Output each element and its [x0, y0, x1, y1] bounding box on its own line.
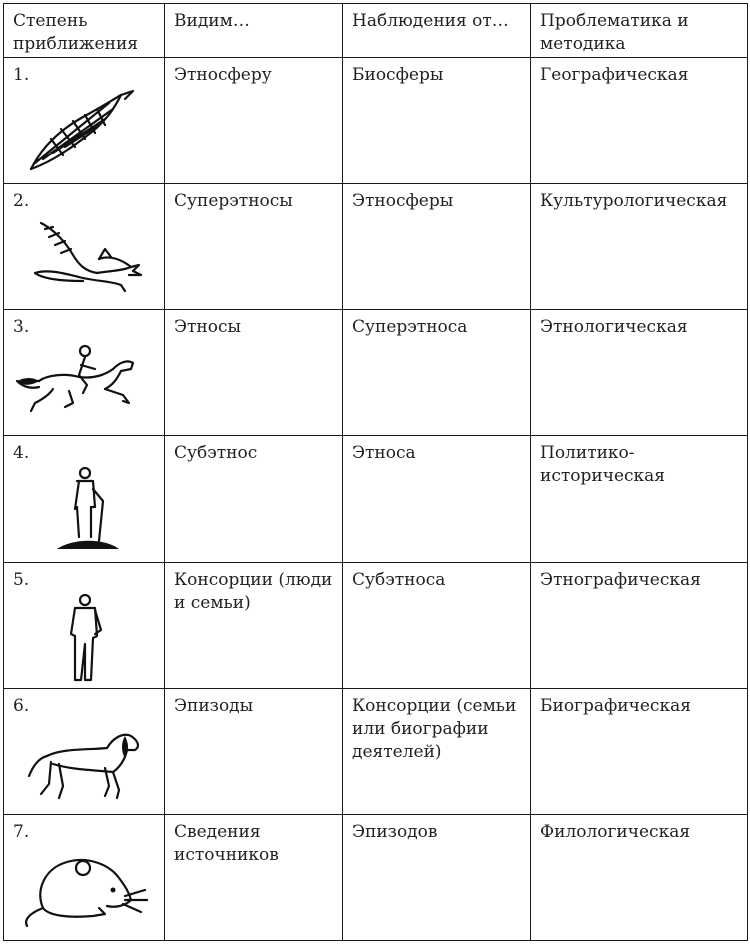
bird-icon [13, 215, 153, 295]
header-method: Проблематика и методика [531, 4, 748, 58]
see-cell: Эпизоды [165, 688, 343, 814]
dog-icon [13, 720, 153, 806]
horse-rider-icon [13, 341, 153, 421]
table-row [4, 58, 748, 184]
row-number: 7. [13, 821, 30, 842]
row-number: 2. [13, 191, 30, 212]
from-cell: Этносферы [343, 184, 531, 310]
table-row [4, 688, 748, 814]
from-cell: Суперэтноса [343, 310, 531, 436]
degree-cell [4, 562, 165, 688]
see-cell: Субэтнос [165, 436, 343, 562]
row-number: 3. [13, 317, 30, 338]
see-cell: Суперэтносы [165, 184, 343, 310]
man-on-hill-icon [13, 467, 153, 551]
approximation-table [3, 3, 748, 941]
from-cell: Консорции (семьи или биографии деятелей) [343, 688, 531, 814]
degree-cell [4, 310, 165, 436]
method-cell: Филологическая [531, 814, 748, 940]
method-cell: Этнографическая [531, 562, 748, 688]
from-cell: Этноса [343, 436, 531, 562]
see-cell: Этносферу [165, 58, 343, 184]
row-number: 1. [13, 65, 30, 86]
degree-cell [4, 436, 165, 562]
header-see: Видим… [165, 4, 343, 58]
header-from: Наблюдения от… [343, 4, 531, 58]
table-row [4, 814, 748, 940]
header-degree: Степень приближения [4, 4, 165, 58]
see-cell: Этносы [165, 310, 343, 436]
row-number: 6. [13, 695, 30, 716]
degree-cell [4, 814, 165, 940]
degree-cell [4, 688, 165, 814]
mouse-icon [13, 846, 153, 928]
from-cell: Эпизодов [343, 814, 531, 940]
method-cell: Биографическая [531, 688, 748, 814]
standing-man-icon [13, 594, 153, 686]
method-cell: Этнологическая [531, 310, 748, 436]
row-number: 5. [13, 569, 30, 590]
row-number: 4. [13, 443, 30, 464]
table-row [4, 310, 748, 436]
table-row [4, 562, 748, 688]
degree-cell [4, 58, 165, 184]
comet-icon [13, 89, 153, 179]
see-cell: Консорции (люди и семьи) [165, 562, 343, 688]
method-cell: Политико-историческая [531, 436, 748, 562]
from-cell: Биосферы [343, 58, 531, 184]
see-cell: Сведения источников [165, 814, 343, 940]
table-header-row [4, 4, 748, 58]
table-row [4, 436, 748, 562]
from-cell: Субэтноса [343, 562, 531, 688]
table-row [4, 184, 748, 310]
method-cell: Культурологическая [531, 184, 748, 310]
method-cell: Географическая [531, 58, 748, 184]
degree-cell [4, 184, 165, 310]
